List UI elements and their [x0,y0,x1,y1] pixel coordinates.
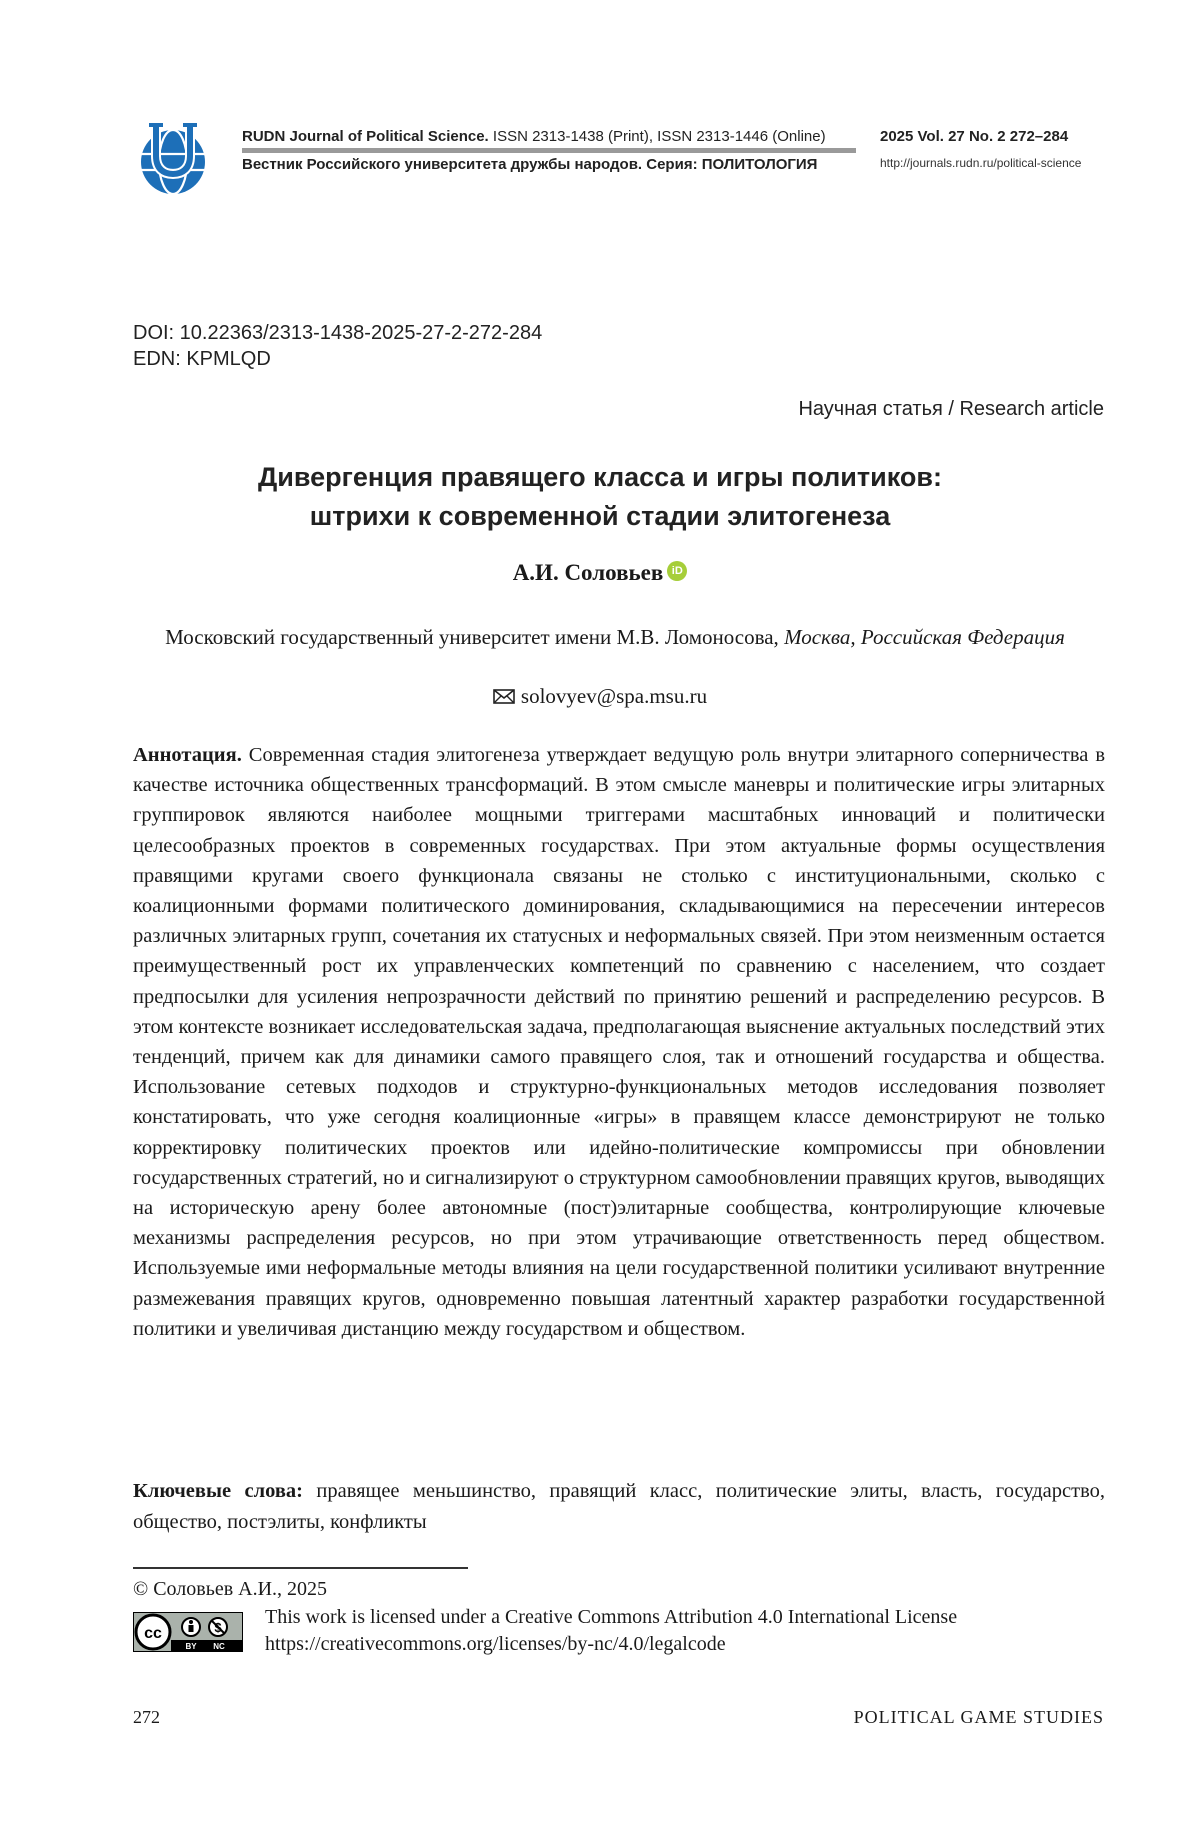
badge-by-label: BY [185,1642,197,1651]
article-type: Научная статья / Research article [798,398,1104,421]
article-title-line1: Дивергенция правящего класса и игры политиков: [0,462,1200,493]
orcid-icon[interactable]: iD [667,561,687,581]
license-line1: This work is licensed under a Creative Commons Attribution 4.0 International License [265,1604,957,1631]
page-number: 272 [133,1707,160,1728]
rudn-logo [130,118,216,198]
section-name: POLITICAL GAME STUDIES [854,1707,1104,1728]
envelope-icon [493,689,515,704]
cc-by-nc-badge[interactable] [133,1612,243,1652]
header-rule [242,148,856,153]
email-line [0,684,1200,709]
affiliation: Московский государственный университет имени М.В. Ломоносова, Москва, Российская Федерация [140,622,1090,653]
footnote-rule [133,1567,468,1569]
journal-url[interactable]: http://journals.rudn.ru/political-science [880,156,1081,170]
license-text [265,1604,957,1658]
svg-text:cc: cc [144,1625,162,1642]
location: Москва, Российская Федерация [784,625,1065,649]
keywords-label: Ключевые слова: [133,1480,303,1502]
edn: EDN: KPMLQD [133,348,271,371]
author-name: А.И. Соловьев [513,560,664,585]
email[interactable]: solovyev@spa.msu.ru [521,684,707,708]
abstract [133,740,1105,1344]
volume-info: 2025 Vol. 27 No. 2 272–284 [880,128,1068,145]
keywords [133,1476,1105,1537]
badge-nc-label: NC [213,1642,225,1651]
doi: DOI: 10.22363/2313-1438-2025-27-2-272-284 [133,322,542,345]
article-title-line2: штрихи к современной стадии элитогенеза [0,501,1200,532]
abstract-label: Аннотация. [133,744,242,766]
keywords-text: правящее меньшинство, правящий класс, политические элиты, власть, государство, общество, постэлиты, конфликты [133,1480,1105,1533]
journal-title-en: RUDN Journal of Political Science. ISSN 2313-1438 (Print), ISSN 2313-1446 (Online) [242,128,826,145]
license-url[interactable]: https://creativecommons.org/licenses/by-nc/4.0/legalcode [265,1631,957,1658]
journal-title-ru: Вестник Российского университета дружбы народов. Серия: ПОЛИТОЛОГИЯ [242,156,817,173]
author [0,560,1200,586]
copyright: © Соловьев А.И., 2025 [133,1578,327,1601]
abstract-text: Современная стадия элитогенеза утверждает ведущую роль внутри элитарного соперничества в качестве источника общественных трансформаций. В этом смысле маневры и политические игры элитарных группировок являются наиболее мощными триггерами масштабных инноваций и политически целесообразных проектов в современных государствах. При этом актуальные формы осуществления правящими кругами своего функционала связаны не столько с институциональными, сколько с коалиционными формами политического доминирования, складывающимися на пересечении интересов различных элитарных групп, сочетания их статусных и неформальных связей. При этом неизменным остается преимущественный рост их управленческих компетенций по сравнению с населением, что создает предпосылки для усиления непрозрачности действий по принятию решений и распределению ресурсов. В этом контексте возникает исследовательская задача, предполагающая выяснение актуальных последствий этих тенденций, причем как для динамики самого правящего слоя, так и отношений государства и общества. Использование сетевых подходов и структурно-функциональных методов исследования позволяет констатировать, что уже сегодня коалиционные «игры» в правящем классе демонстрируют не только корректировку политических проектов или идейно-политические компромиссы при обновлении государственных стратегий, но и сигнализируют о структурном самообновлении правящих кругов, выводящих на историческую арену более автономные (пост)элитарные сообщества, контролирующие ключевые механизмы распределения ресурсов, но при этом утрачивающие ответственность перед обществом. Используемые ими неформальные методы влияния на цели государственной политики усиливают внутренние размежевания правящих кругов, одновременно повышая латентный характер разработки государственной политики и увеличивая дистанцию между государством и обществом. [133,744,1105,1340]
